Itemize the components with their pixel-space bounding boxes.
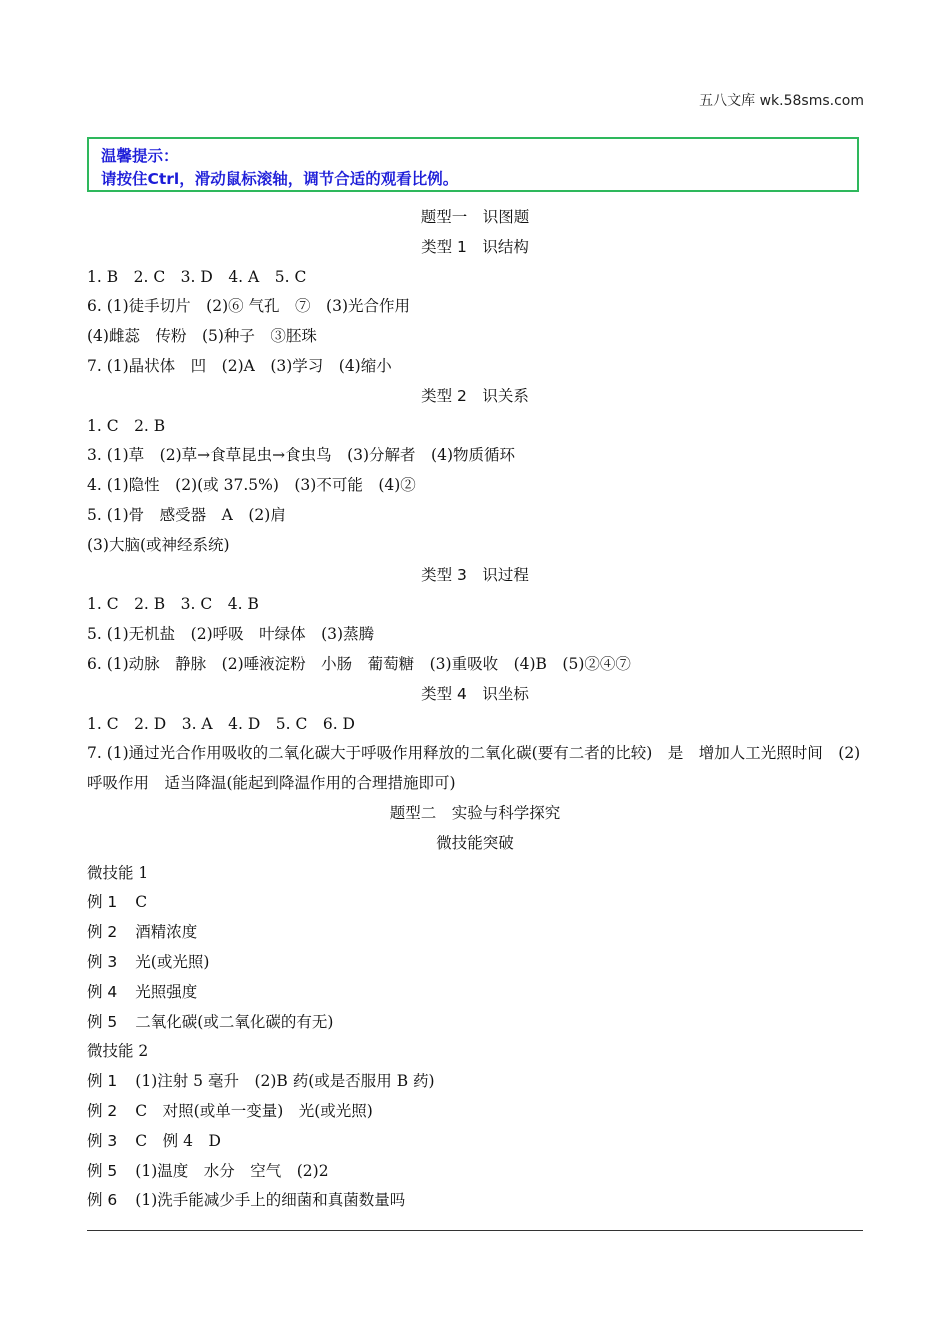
answer-text: 6. (1)徒手切片 (2)⑥ 气孔 ⑦ (3)光合作用 — [87, 297, 411, 316]
answer-text: 光照强度 — [135, 982, 198, 1001]
answer-text: C — [135, 893, 148, 912]
answer-line — [87, 352, 863, 382]
answer-line — [87, 1127, 863, 1157]
answer-line — [87, 1067, 863, 1097]
answer-text: 7. (1)晶状体 凹 (2)A (3)学习 (4)缩小 — [87, 356, 392, 375]
answer-line — [87, 710, 863, 740]
example-label: 例 2 — [87, 1101, 118, 1120]
example-label: 例 3 — [87, 952, 118, 971]
answer-line — [87, 978, 863, 1008]
answer-text: C 例 4 D — [135, 1131, 221, 1150]
answer-line — [87, 263, 863, 293]
answer-text: C 对照(或单一变量) 光(或光照) — [135, 1101, 373, 1120]
answer-text: 5. (1)骨 感受器 A (2)肩 — [87, 505, 286, 524]
section-heading: 类型 1 识结构 — [421, 237, 529, 256]
answer-line — [87, 531, 863, 561]
answer-text: (1)洗手能减少手上的细菌和真菌数量吗 — [135, 1191, 406, 1210]
tip-text: 请按住Ctrl，滑动鼠标滚轴，调节合适的观看比例。 — [101, 170, 459, 188]
section-heading: 题型一 识图题 — [420, 208, 530, 226]
answer-line — [87, 620, 863, 650]
example-label: 例 1 — [87, 1072, 118, 1091]
answer-line — [87, 739, 863, 799]
example-label: 例 1 — [87, 893, 118, 912]
answer-text: 7. (1)通过光合作用吸收的二氧化碳大于呼吸作用释放的二氧化碳(要有二者的比较) 是 增加人工光照时间 (2)呼吸作用 适当降温(能起到降温作用的合理措施即可) — [87, 744, 861, 793]
answer-line — [87, 948, 863, 978]
footer-divider — [87, 1230, 863, 1231]
answer-line — [87, 501, 863, 531]
answer-line — [87, 650, 863, 680]
answer-line — [87, 918, 863, 948]
answer-text: 1. C 2. B — [87, 416, 166, 435]
tip-title: 温馨提示： — [101, 147, 179, 165]
answer-line — [87, 292, 863, 322]
answer-text: 微技能 1 — [87, 863, 149, 882]
answer-text: (4)雌蕊 传粉 (5)种子 ③胚珠 — [87, 327, 317, 346]
answer-line — [87, 471, 863, 501]
answer-line — [87, 888, 863, 918]
answer-content — [87, 203, 863, 1216]
example-label: 例 6 — [87, 1191, 118, 1210]
section-heading: 类型 3 识过程 — [421, 565, 529, 584]
section-heading: 类型 2 识关系 — [421, 386, 529, 405]
answer-text: (3)大脑(或神经系统) — [87, 535, 230, 554]
site-watermark: 五八文库 wk.58sms.com — [699, 93, 864, 109]
section-heading: 类型 4 识坐标 — [421, 684, 529, 703]
answer-text: 1. C 2. D 3. A 4. D 5. C 6. D — [87, 714, 355, 733]
answer-text: 5. (1)无机盐 (2)呼吸 叶绿体 (3)蒸腾 — [87, 625, 375, 644]
answer-text: 微技能 2 — [87, 1042, 149, 1061]
answer-line — [87, 1157, 863, 1187]
answer-line — [87, 1037, 863, 1067]
example-label: 例 2 — [87, 923, 118, 942]
answer-text: (1)注射 5 毫升 (2)B 药(或是否服用 B 药) — [135, 1072, 435, 1091]
tip-box — [87, 137, 859, 192]
answer-line — [87, 1008, 863, 1038]
answer-text: 1. C 2. B 3. C 4. B — [87, 595, 259, 614]
section-heading: 题型二 实验与科学探究 — [389, 803, 561, 822]
answer-text: 酒精浓度 — [135, 923, 198, 942]
answer-text: 光(或光照) — [135, 952, 210, 971]
answer-line — [87, 1097, 863, 1127]
answer-line — [87, 590, 863, 620]
answer-line — [87, 1186, 863, 1216]
answer-text: 1. B 2. C 3. D 4. A 5. C — [87, 267, 307, 286]
example-label: 例 4 — [87, 982, 118, 1001]
answer-text: 二氧化碳(或二氧化碳的有无) — [135, 1012, 334, 1031]
answer-text: 6. (1)动脉 静脉 (2)唾液淀粉 小肠 葡萄糖 (3)重吸收 (4)B (5)②④⑦ — [87, 654, 631, 673]
example-label: 例 3 — [87, 1131, 118, 1150]
answer-line — [87, 322, 863, 352]
answer-line — [87, 412, 863, 442]
example-label: 例 5 — [87, 1012, 118, 1031]
section-heading: 微技能突破 — [436, 833, 514, 852]
answer-text: (1)温度 水分 空气 (2)2 — [135, 1161, 329, 1180]
answer-line — [87, 859, 863, 889]
example-label: 例 5 — [87, 1161, 118, 1180]
answer-text: 3. (1)草 (2)草→食草昆虫→食虫鸟 (3)分解者 (4)物质循环 — [87, 446, 516, 465]
answer-line — [87, 441, 863, 471]
answer-text: 4. (1)隐性 (2)(或 37.5%) (3)不可能 (4)② — [87, 476, 416, 495]
